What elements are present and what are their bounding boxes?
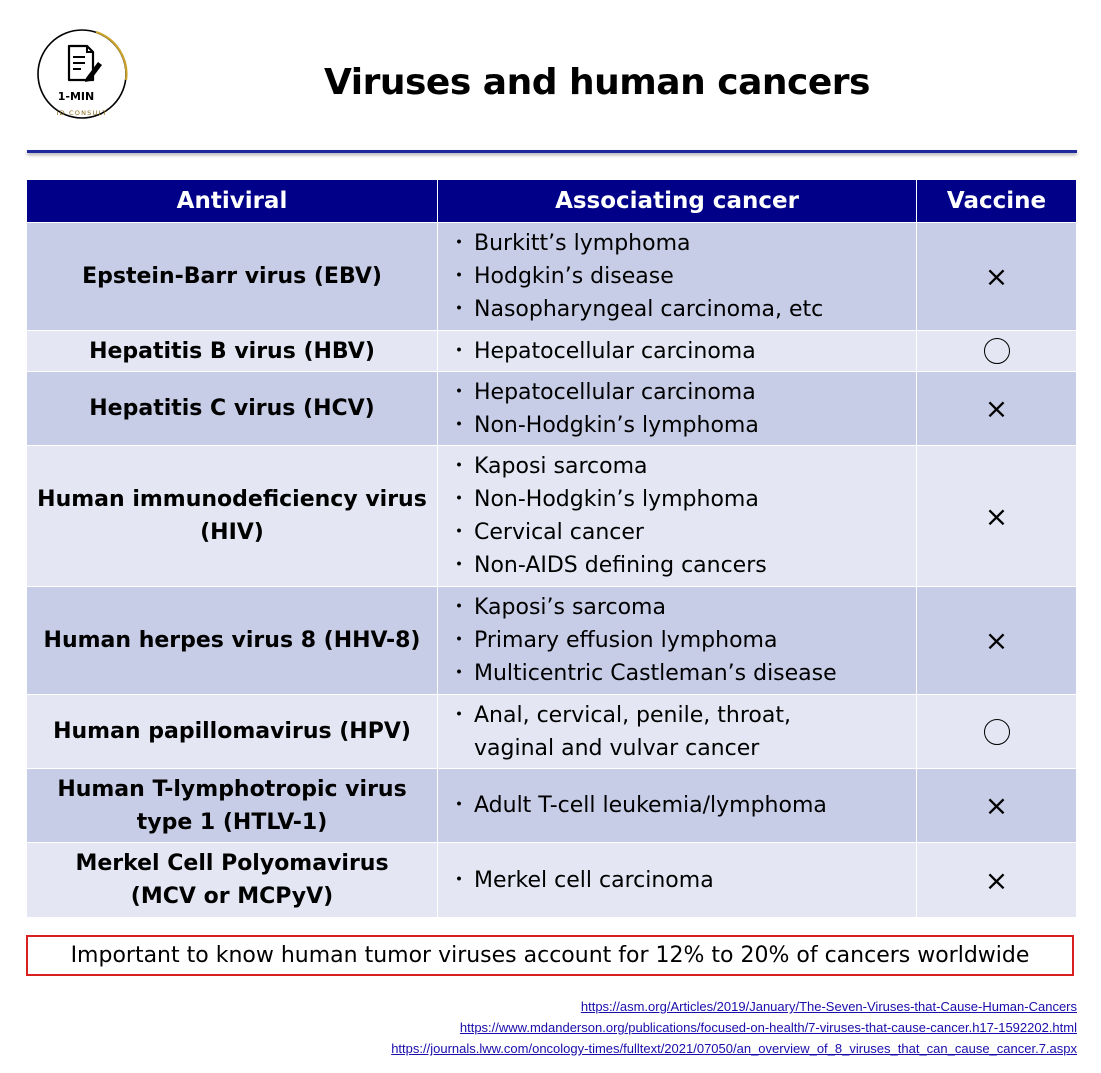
vaccine-unavailable-icon [917, 587, 1077, 695]
table-row [27, 587, 1077, 695]
virus-name-cell [27, 331, 438, 372]
cancer-list-item: ・ Kaposi’s sarcoma [454, 591, 916, 624]
title-divider [27, 150, 1077, 153]
virus-name-cell [27, 223, 438, 331]
table-header-row [27, 180, 1077, 223]
cancer-list-item: ・ Primary effusion lymphoma [454, 624, 916, 657]
cancer-list-cell [438, 843, 917, 918]
cross-icon: × [984, 863, 1009, 897]
reference-link[interactable]: https://www.mdanderson.org/publications/focused-on-health/7-viruses-that-cause-cancer.h17-1592202.html [459, 1020, 1077, 1035]
vaccine-unavailable-icon [917, 769, 1077, 843]
circle-icon [984, 338, 1010, 364]
virus-name-cell [27, 769, 438, 843]
virus-name-line: Human T-lymphotropic virus [57, 776, 407, 802]
table-row [27, 769, 1077, 843]
virus-name-line: (MCV or MCPyV) [130, 884, 334, 909]
key-fact-note: Important to know human tumor viruses account for 12% to 20% of cancers worldwide [26, 935, 1074, 976]
cancer-list-item: ・ Hodgkin’s disease [454, 260, 916, 293]
table-row [27, 695, 1077, 769]
table-row [27, 223, 1077, 331]
vaccine-available-icon [917, 331, 1077, 372]
virus-name-cell [27, 372, 438, 446]
reference-links [391, 996, 1077, 1059]
cancer-list-item: ・ Adult T-cell leukemia/lymphoma [454, 789, 916, 822]
vaccine-unavailable-icon [917, 372, 1077, 446]
virus-name-line: Human papillomavirus (HPV) [53, 719, 411, 744]
vaccine-unavailable-icon [917, 223, 1077, 331]
cancer-list-item: ・ Hepatocellular carcinoma [454, 335, 916, 368]
cancer-list-item: ・ Burkitt’s lymphoma [454, 227, 916, 260]
logo-text: 1-MIN [57, 90, 95, 103]
reference-link[interactable]: https://journals.lww.com/oncology-times/fulltext/2021/07050/an_overview_of_8_viruses_that_can_cause_cancer.7.aspx [391, 1041, 1077, 1056]
cancer-list-item: ・ Cervical cancer [454, 516, 916, 549]
header-antiviral: Antiviral [27, 180, 438, 223]
cancer-list-cell [438, 372, 917, 446]
circle-icon [984, 719, 1010, 745]
page-title: Viruses and human cancers [324, 62, 870, 103]
virus-name-line: Human immunodeficiency virus [37, 487, 427, 512]
cancer-list-item: ・ Nasopharyngeal carcinoma, etc [454, 293, 916, 326]
virus-name-line: Human herpes virus 8 (HHV-8) [43, 628, 421, 653]
table-row [27, 446, 1077, 587]
cancer-list-cell [438, 695, 917, 769]
logo-subtext: ID CONSULT [56, 109, 108, 117]
virus-name-cell [27, 843, 438, 918]
virus-name-cell [27, 446, 438, 587]
virus-cancer-table [26, 179, 1077, 918]
cross-icon: × [984, 624, 1009, 657]
virus-name-cell [27, 695, 438, 769]
cancer-list-cell [438, 223, 917, 331]
cancer-list-item: ・ Hepatocellular carcinoma [454, 376, 916, 409]
cross-icon: × [984, 499, 1009, 533]
vaccine-unavailable-icon [917, 843, 1077, 918]
vaccine-unavailable-icon [917, 446, 1077, 587]
cancer-list-cell [438, 331, 917, 372]
cancer-list-item: ・ Anal, cervical, penile, throat, vaginal and vulvar cancer [454, 699, 804, 765]
cancer-list-cell [438, 587, 917, 695]
cancer-list-cell [438, 769, 917, 843]
virus-name-line: Hepatitis C virus (HCV) [89, 396, 375, 421]
cross-icon: × [984, 392, 1009, 425]
header-vaccine: Vaccine [917, 180, 1077, 223]
virus-name-line: (HIV) [200, 520, 264, 545]
table-row [27, 331, 1077, 372]
table-row [27, 372, 1077, 446]
table-row [27, 843, 1077, 918]
virus-name-line: Epstein-Barr virus (EBV) [82, 264, 382, 289]
cancer-list-item: ・ Non-Hodgkin’s lymphoma [454, 483, 916, 516]
cancer-list-cell [438, 446, 917, 587]
cancer-list-item: ・ Non-AIDS defining cancers [454, 549, 916, 582]
cross-icon: × [984, 260, 1009, 293]
cancer-list-item: ・ Kaposi sarcoma [454, 450, 916, 483]
cancer-list-item: ・ Merkel cell carcinoma [454, 864, 916, 897]
header-associating-cancer: Associating cancer [438, 180, 917, 223]
virus-name-cell [27, 587, 438, 695]
vaccine-available-icon [917, 695, 1077, 769]
reference-link[interactable]: https://asm.org/Articles/2019/January/The-Seven-Viruses-that-Cause-Human-Cancers [580, 999, 1077, 1014]
virus-name-line: Hepatitis B virus (HBV) [89, 338, 375, 364]
virus-name-line: Merkel Cell Polyomavirus [75, 851, 389, 876]
virus-name-line: type 1 (HTLV-1) [136, 809, 328, 835]
cancer-list-item: ・ Multicentric Castleman’s disease [454, 657, 916, 690]
cancer-list-item: ・ Non-Hodgkin’s lymphoma [454, 409, 916, 442]
cross-icon: × [984, 789, 1009, 822]
